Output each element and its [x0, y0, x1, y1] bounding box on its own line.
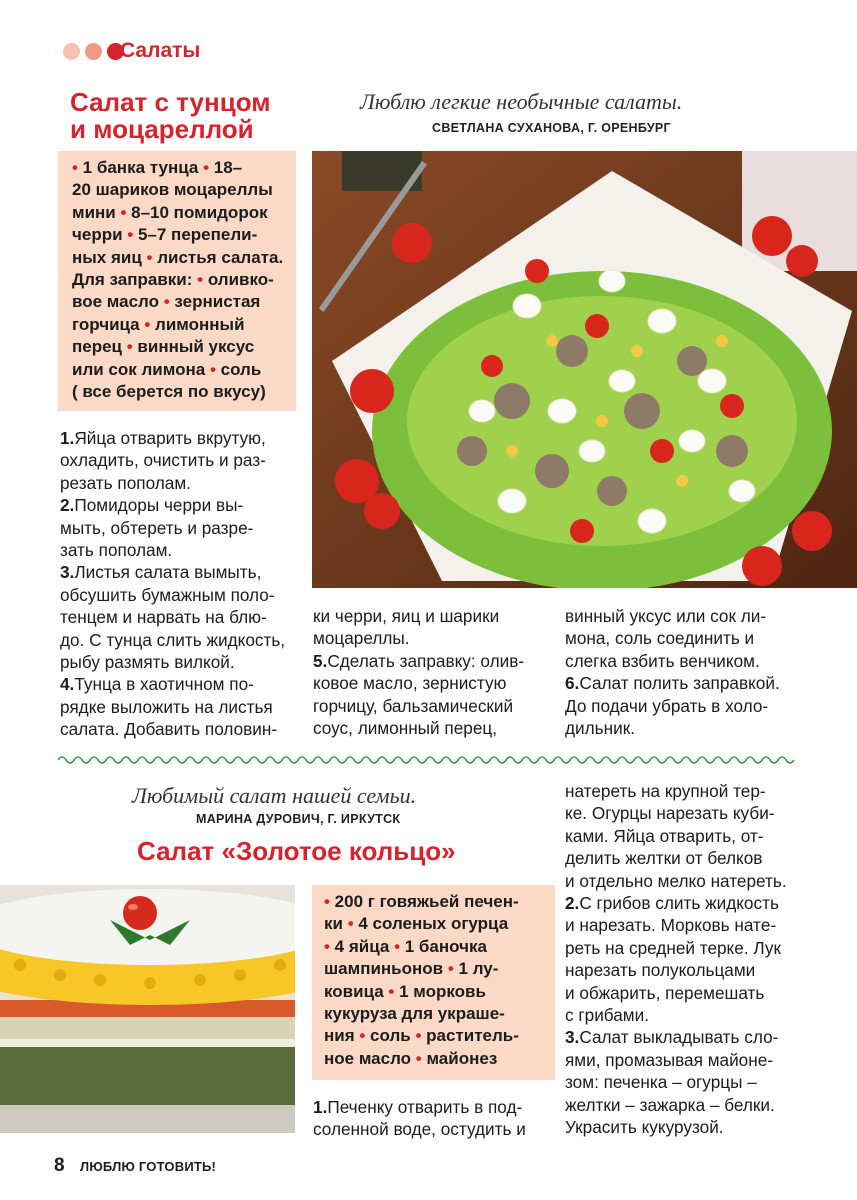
ingredient-line: ния • соль • раститель- [324, 1026, 519, 1046]
step-line: 2.Помидоры черри вы- [60, 495, 244, 516]
step-line: рядке выложить на листья [60, 696, 273, 717]
step-line: резать пополам. [60, 472, 191, 493]
ingredient-line: • 4 яйца • 1 баночка [324, 936, 487, 956]
step-line: моцареллы. [313, 628, 410, 649]
step-line: обсушить бумажным поло- [60, 584, 275, 605]
step-line: ками. Яйца отварить, от- [565, 825, 764, 846]
recipe1-steps-col2 [313, 605, 558, 739]
ingredient-line: вое масло • зернистая [72, 292, 261, 312]
step-line: тенцем и нарвать на блю- [60, 607, 267, 628]
step-line: натереть на крупной тер- [565, 781, 766, 801]
step-line: 1.Печенку отварить в под- [313, 1097, 523, 1117]
recipe2-quote: Любимый салат нашей семьи. [132, 783, 417, 808]
step-line: горчицу, бальзамический [313, 695, 514, 716]
step-line: До подачи убрать в холо- [565, 695, 769, 716]
ingredient-line: ных яиц • листья салата. [72, 247, 284, 267]
step-line: ке. Огурцы нарезать куби- [565, 803, 775, 824]
step-line: желтки – зажарка – белки. [565, 1094, 775, 1115]
ingredient-line: шампиньонов • 1 лу- [324, 959, 499, 979]
step-line: Украсить кукурузой. [565, 1117, 724, 1138]
step-line: зом: печенка – огурцы – [565, 1072, 757, 1093]
section-label: Салаты [120, 39, 201, 62]
ingredient-line: Для заправки: • оливко- [72, 270, 274, 290]
ingredient-line: • 1 банка тунца • 18– [72, 158, 243, 177]
recipe1-author: СВЕТЛАНА СУХАНОВА, Г. ОРЕНБУРГ [432, 121, 671, 135]
golden-ring-salad-illustration [0, 885, 295, 1133]
recipe1-steps-col1 [60, 427, 305, 741]
recipe2-ingredients [312, 885, 555, 1080]
recipe1-ingredients [58, 151, 296, 411]
ingredient-line: ковица • 1 морковь [324, 981, 486, 1001]
step-line: салата. Добавить половин- [60, 719, 278, 740]
recipe2-steps-col2 [313, 1096, 558, 1141]
magazine-name: ЛЮБЛЮ ГОТОВИТЬ! [80, 1159, 217, 1174]
ingredient-line: • 200 г говяжьей печен- [324, 892, 519, 911]
ingredient-line: 20 шариков моцареллы [72, 180, 273, 200]
ingredient-line: мини • 8–10 помидорок [72, 202, 268, 222]
recipe1-title [70, 89, 270, 143]
ingredient-line: ки • 4 соленых огурца [324, 914, 509, 934]
tuna-salad-illustration [312, 151, 857, 588]
recipe2-author: МАРИНА ДУРОВИЧ, Г. ИРКУТСК [196, 812, 401, 826]
step-line: ями, промазывая майоне- [565, 1049, 774, 1070]
ingredient-line: ( все берется по вкусу) [72, 382, 266, 402]
step-line: 2.С грибов слить жидкость [565, 893, 779, 914]
step-line: 5.Сделать заправку: олив- [313, 650, 525, 671]
step-line: до. С тунца слить жидкость, [60, 629, 286, 650]
step-line: охладить, очистить и раз- [60, 450, 266, 471]
step-line: с грибами. [565, 1005, 649, 1026]
step-line: дильник. [565, 718, 636, 739]
step-line: 6.Салат полить заправкой. [565, 673, 780, 694]
ingredient-line: перец • винный уксус [72, 337, 255, 357]
step-line: 4.Тунца в хаотичном по- [60, 674, 254, 695]
step-line: слегка взбить венчиком. [565, 650, 760, 671]
step-line: винный уксус или сок ли- [565, 606, 767, 626]
step-line: 3.Листья салата вымыть, [60, 562, 262, 583]
step-line: ки черри, яиц и шарики [313, 606, 500, 626]
page-number: 8 [54, 1155, 65, 1176]
step-line: и отдельно мелко натереть. [565, 870, 787, 891]
recipe2-title: Салат «Золотое кольцо» [137, 836, 456, 866]
recipe1-photo [312, 151, 857, 588]
step-line: и обжарить, перемешать [565, 982, 765, 1003]
step-line: мыть, обтереть и разре- [60, 517, 254, 538]
step-line: реть на средней терке. Лук [565, 937, 781, 958]
recipe1-title-line2: и моцареллой [70, 114, 254, 144]
header-dot-2 [85, 43, 102, 60]
step-line: мона, соль соединить и [565, 628, 755, 649]
step-line: и нарезать. Морковь натe- [565, 915, 777, 936]
recipe1-quote: Люблю легкие необычные салаты. [360, 89, 683, 114]
step-line: нарезать полукольцами [565, 960, 756, 981]
wavy-divider [58, 754, 800, 766]
step-line: зать пополам. [60, 540, 173, 561]
step-line: ковое масло, зернистую [313, 673, 507, 694]
step-line: 1.Яйца отварить вкрутую, [60, 428, 266, 448]
ingredient-line: кукуруза для украше- [324, 1004, 505, 1024]
ingredient-line: или сок лимона • соль [72, 359, 262, 379]
ingredient-line: горчица • лимонный [72, 314, 245, 334]
recipe2-photo [0, 885, 295, 1133]
step-line: соус, лимонный перец, [313, 718, 498, 739]
ingredient-line: ное масло • майонез [324, 1048, 498, 1068]
step-line: 3.Салат выкладывать сло- [565, 1027, 779, 1048]
ingredient-line: черри • 5–7 перепели- [72, 225, 258, 245]
recipe1-title-line1: Салат с тунцом [70, 87, 271, 117]
step-line: делить желтки от белков [565, 848, 763, 869]
step-line: соленной воде, остудить и [313, 1119, 526, 1140]
recipe1-steps-col3 [565, 605, 810, 739]
step-line: рыбу размять вилкой. [60, 652, 235, 673]
recipe2-steps-col3 [565, 780, 810, 1139]
header-dot-1 [63, 43, 80, 60]
